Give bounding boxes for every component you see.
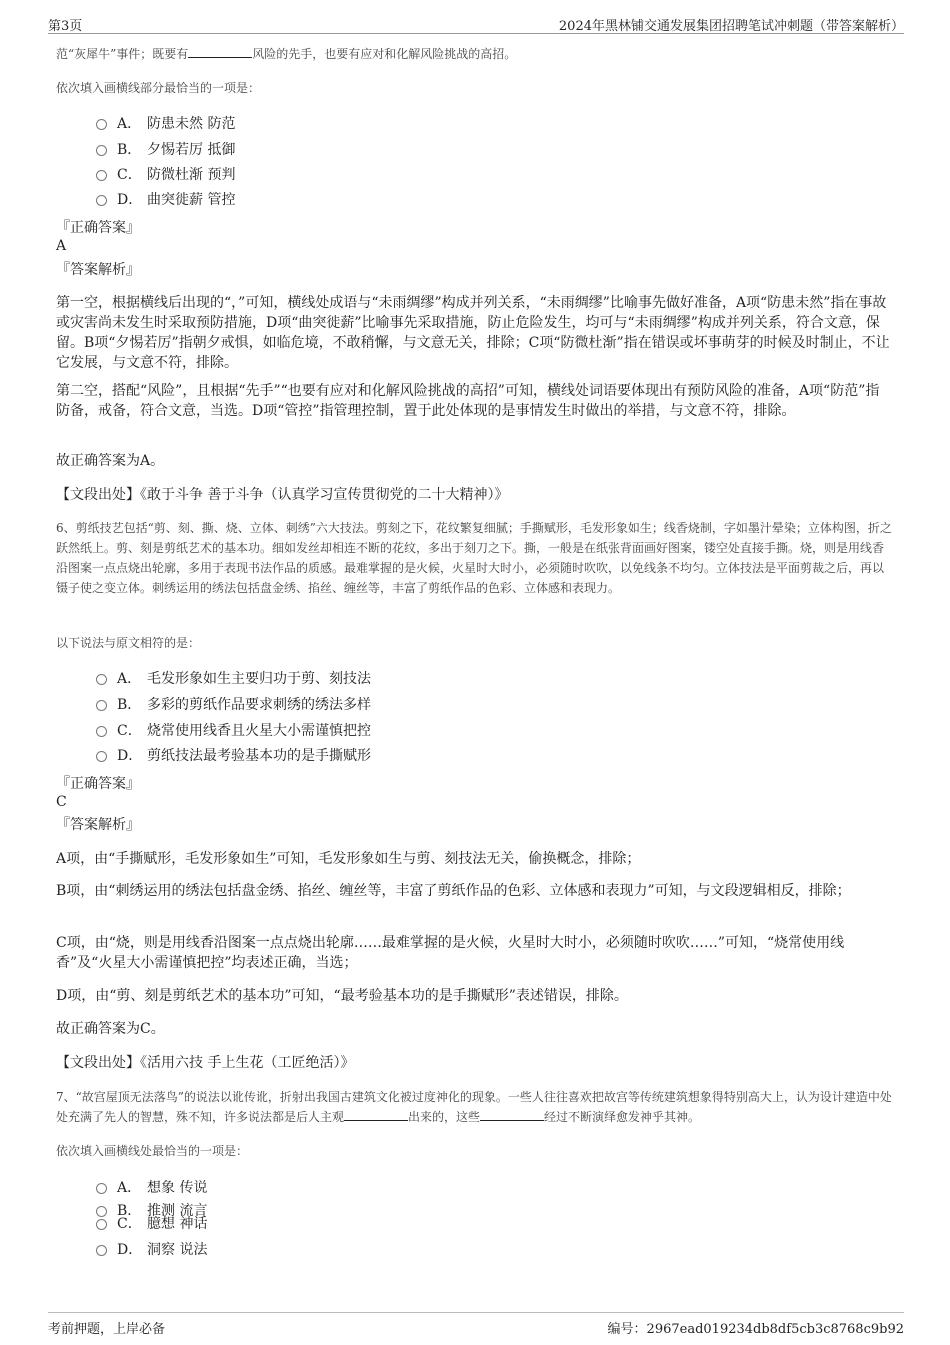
radio-icon[interactable] bbox=[96, 119, 107, 130]
page-header bbox=[48, 13, 904, 34]
q5-answer: A bbox=[56, 238, 67, 254]
q6-option-a[interactable]: A． 毛发形象如生主要归功于剪、刻技法 bbox=[96, 669, 371, 689]
q6-analysis-2: B项，由“刺绣运用的绣法包括盘金绣、掐丝、缠丝等，丰富了剪纸作品的色彩、立体感和表现力”可知，与文段逻辑相反，排除； bbox=[56, 883, 851, 899]
q5-option-b[interactable]: B． 夕惕若厉 抵御 bbox=[96, 140, 235, 160]
q6-answer-label: 『正确答案』 bbox=[56, 776, 140, 792]
radio-icon[interactable] bbox=[96, 195, 107, 206]
q7-prompt: 依次填入画横线处最恰当的一项是： bbox=[56, 1144, 249, 1158]
q5-prompt: 依次填入画横线部分最恰当的一项是： bbox=[56, 81, 261, 95]
q6-source: 【文段出处】《活用六技 手上生花（工匠绝活）》 bbox=[56, 1055, 355, 1071]
blank bbox=[344, 1108, 408, 1121]
q5-option-c[interactable]: C． 防微杜渐 预判 bbox=[96, 165, 235, 185]
q5-source: 【文段出处】《敢于斗争 善于斗争（认真学习宣传贯彻党的二十大精神）》 bbox=[56, 487, 509, 503]
q5-analysis-1: 第一空，根据横线后出现的“，”可知，横线处成语与“未雨绸缪”构成并列关系，“未雨绸缪”比喻事先做好准备，A项“防患未然”指在事故或灾害尚未发生时采取预防措施，D项“曲突徙薪”比喻事先采取措施，防止危险发生，均可与“未雨绸缪”构成并列关系，符合文意，保留。B项“夕惕若厉”指朝夕戒惧，如临危境，不敢稍懈，与文意无关，排除；C项“防微杜渐”指在错误或坏事萌芽的时候及时制止，不让它发展，与文意不符，排除。 bbox=[56, 295, 890, 371]
radio-icon[interactable] bbox=[96, 1245, 107, 1256]
q5-analysis-label: 『答案解析』 bbox=[56, 262, 140, 278]
q5-analysis-3: 故正确答案为A。 bbox=[56, 453, 165, 469]
q6-analysis-label: 『答案解析』 bbox=[56, 817, 140, 833]
q5-analysis-2: 第二空，搭配“风险”，且根据“先手”“也要有应对和化解风险挑战的高招”可知，横线处词语要体现出有预防风险的准备，A项“防范”指防备，戒备，符合文意，当选。D项“管控”指管理控制，置于此处体现的是事情发生时做出的举措，与文意不符，排除。 bbox=[56, 383, 880, 419]
q6-prompt: 以下说法与原文相符的是： bbox=[56, 636, 201, 650]
q7-option-b[interactable]: B． 推测 流言 bbox=[96, 1201, 207, 1221]
q6-text: 6、剪纸技艺包括“剪、刻、撕、烧、立体、刺绣”六大技法。剪刻之下，花纹繁复细腻；手撕赋形，毛发形象如生；线香烧制，字如墨汁晕染；立体构图，折之跃然纸上。剪、刻是剪纸艺术的基本功。细如发丝却相连不断的花纹，多出于刻刀之下。撕，一般是在纸张背面画好图案，镂空处直接手撕。烧，则是用线香沿图案一点点烧出轮廓，多用于表现书法作品的质感。最难掌握的是火候，火星时大时小，必须随时吹吹，以免线条不均匀。立体技法是平面剪裁之后，再以镊子使之变立体。刺绣运用的绣法包括盘金绣、掐丝、缠丝等，丰富了剪纸作品的色彩、立体感和表现力。 bbox=[56, 521, 892, 595]
page-footer bbox=[48, 1312, 904, 1337]
q6-analysis-3: C项，由“烧，则是用线香沿图案一点点烧出轮廓……最难掌握的是火候，火星时大时小，必须随时吹吹……”可知，“烧常使用线香”及“火星大小需谨慎把控”均表述正确，当选； bbox=[56, 935, 845, 971]
q5-option-a[interactable]: A． 防患未然 防范 bbox=[96, 114, 235, 134]
radio-icon[interactable] bbox=[96, 170, 107, 181]
page-number: 第3页 bbox=[48, 19, 83, 34]
q6-analysis-4: D项，由“剪、刻是剪纸艺术的基本功”可知，“最考验基本功的是手撕赋形”表述错误，排除。 bbox=[56, 988, 628, 1004]
q6-answer: C bbox=[56, 794, 67, 810]
q6-analysis-1: A项，由“手撕赋形，毛发形象如生”可知，毛发形象如生与剪、刻技法无关，偷换概念，排除； bbox=[56, 851, 641, 867]
radio-icon[interactable] bbox=[96, 145, 107, 156]
blank bbox=[480, 1108, 544, 1121]
q6-option-c[interactable]: C． 烧常使用线香且火星大小需谨慎把控 bbox=[96, 721, 371, 741]
document-code: 编号：2967ead019234db8df5cb3c8768c9b92 bbox=[607, 1322, 904, 1337]
q5-answer-label: 『正确答案』 bbox=[56, 220, 140, 236]
q5-text: 范“灰犀牛”事件；既要有 风险的先手，也要有应对和化解风险挑战的高招。 bbox=[56, 47, 517, 61]
radio-icon[interactable] bbox=[96, 1183, 107, 1194]
footer-slogan: 考前押题，上岸必备 bbox=[48, 1322, 166, 1337]
q7-option-d[interactable]: D． 洞察 说法 bbox=[96, 1240, 207, 1260]
radio-icon[interactable] bbox=[96, 726, 107, 737]
q6-analysis-5: 故正确答案为C。 bbox=[56, 1021, 165, 1037]
q7-option-c[interactable]: C． 臆想 神话 bbox=[96, 1214, 207, 1234]
q6-option-d[interactable]: D． 剪纸技法最考验基本功的是手撕赋形 bbox=[96, 746, 371, 766]
radio-icon[interactable] bbox=[96, 700, 107, 711]
radio-icon[interactable] bbox=[96, 674, 107, 685]
document-title: 2024年黑林铺交通发展集团招聘笔试冲刺题（带答案解析） bbox=[558, 19, 904, 34]
radio-icon[interactable] bbox=[96, 751, 107, 762]
q7-option-a[interactable]: A． 想象 传说 bbox=[96, 1178, 207, 1198]
radio-icon[interactable] bbox=[96, 1219, 107, 1230]
blank bbox=[188, 45, 252, 58]
q7-text: 7、“故宫屋顶无法落鸟”的说法以讹传讹，折射出我国古建筑文化被过度神化的现象。一些人往往喜欢把故宫等传统建筑想象得特别高大上，认为设计建造中处处充满了先人的智慧，殊不知，许多说法都是后人主观 出来的，这些 经过不断演绎愈发神乎其神。 bbox=[56, 1090, 892, 1124]
q5-option-d[interactable]: D． 曲突徙薪 管控 bbox=[96, 190, 235, 210]
q6-option-b[interactable]: B． 多彩的剪纸作品要求刺绣的绣法多样 bbox=[96, 695, 371, 715]
